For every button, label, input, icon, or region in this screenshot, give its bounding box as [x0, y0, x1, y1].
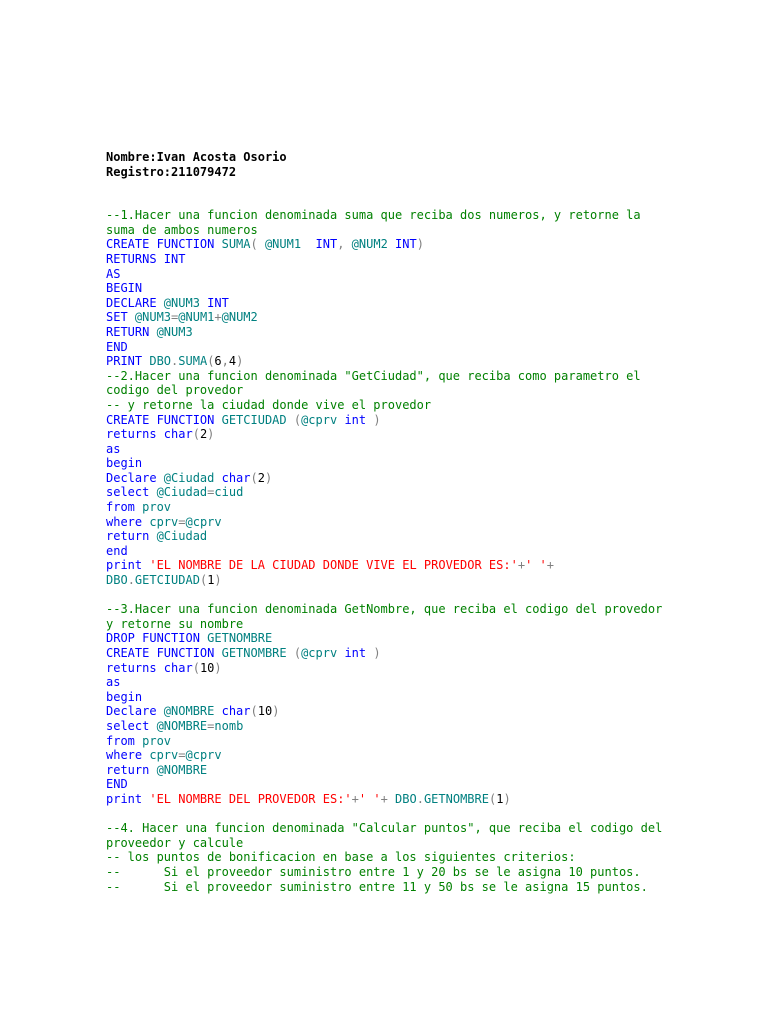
code-token: cprv	[149, 514, 179, 529]
code-token: INT	[207, 295, 229, 310]
code-line	[106, 573, 666, 588]
code-token: cprv	[149, 748, 179, 763]
code-line	[106, 296, 666, 311]
code-token: from	[106, 733, 143, 748]
code-token: )	[272, 704, 280, 719]
code-line	[106, 675, 666, 690]
code-token: prov	[142, 733, 172, 748]
code-line	[106, 456, 666, 471]
document-page	[106, 150, 670, 894]
code-token: GETCIUDAD	[221, 412, 294, 427]
code-token: returns char	[106, 660, 193, 675]
code-token: GETCIUDAD	[134, 573, 200, 588]
student-name: Nombre:Ivan Acosta Osorio	[106, 150, 287, 164]
code-line	[106, 208, 666, 237]
code-token: @cprv	[301, 412, 345, 427]
code-token: -- y retorne la ciudad donde vive el provedor	[106, 397, 432, 412]
code-token: GETNOMBRE	[207, 631, 273, 646]
code-token: --1.Hacer una funcion denominada suma que reciba dos numeros, y retorne la suma de ambos numeros	[106, 208, 648, 237]
section-spacer	[106, 807, 666, 822]
code-token: =	[207, 718, 215, 733]
code-token: select	[106, 485, 157, 500]
code-token: SET	[106, 310, 135, 325]
code-line	[106, 661, 666, 676]
code-token: =	[178, 748, 186, 763]
code-token: begin	[106, 456, 143, 471]
code-token: prov	[142, 500, 172, 515]
code-line	[106, 340, 666, 355]
code-token: +	[517, 558, 526, 573]
code-token: SUMA	[221, 237, 251, 252]
code-token: from	[106, 500, 143, 515]
code-token: char	[221, 470, 251, 485]
code-token: @Ciudad	[156, 485, 208, 500]
code-token: select	[106, 718, 157, 733]
code-token: int	[344, 412, 374, 427]
code-token: @NOMBRE	[156, 718, 208, 733]
code-token: (	[207, 354, 215, 369]
code-token: 2	[257, 470, 265, 485]
code-token: 2	[199, 427, 208, 442]
code-line	[106, 442, 666, 457]
code-token: 6	[214, 354, 222, 369]
code-token: 'EL NOMBRE DEL PROVEDOR ES:'	[149, 791, 352, 806]
code-line	[106, 777, 666, 792]
code-token: @NUM2	[351, 237, 396, 252]
code-token: CREATE FUNCTION	[106, 646, 222, 660]
code-token: where	[106, 514, 150, 529]
code-token: .	[416, 791, 424, 806]
code-token: @cprv	[301, 646, 345, 660]
code-line	[106, 631, 666, 646]
code-token: Declare	[106, 470, 164, 485]
code-line	[106, 792, 666, 807]
code-token: int	[344, 646, 374, 660]
code-token: @NUM2	[221, 310, 258, 325]
code-token: 10	[199, 660, 215, 675]
code-token: INT	[395, 237, 417, 252]
code-token: END	[106, 777, 128, 792]
code-token: DBO	[395, 791, 417, 806]
code-token: DBO	[106, 573, 128, 588]
code-line	[106, 880, 666, 895]
code-line	[106, 646, 666, 661]
code-token: +	[351, 791, 359, 806]
code-token: return	[106, 762, 157, 777]
code-token: -- Si el proveedor suministro entre 1 y 20 bs se le asigna 10 puntos.	[106, 864, 641, 879]
code-line	[106, 763, 666, 778]
code-token: @cprv	[185, 748, 222, 763]
header-spacer	[106, 179, 666, 208]
code-token: 'EL NOMBRE DE LA CIUDAD DONDE VIVE EL PROVEDOR ES:'	[149, 558, 518, 573]
code-token: )	[373, 412, 381, 427]
code-token: (	[250, 704, 258, 719]
code-token: CREATE FUNCTION	[106, 237, 222, 252]
code-token: -- Si el proveedor suministro entre 11 y 50 bs se le asigna 15 puntos.	[106, 879, 648, 894]
code-line	[106, 369, 666, 398]
code-token: DBO	[149, 354, 172, 369]
code-token: ' '	[525, 558, 547, 573]
code-token: )	[416, 237, 424, 252]
code-token: returns char	[106, 427, 193, 442]
code-token: (	[199, 573, 208, 588]
code-line	[106, 850, 666, 865]
code-token: ciud	[214, 485, 244, 500]
code-token: GETNOMBRE	[423, 791, 489, 806]
code-token: INT	[315, 237, 338, 252]
code-token: 1	[207, 573, 215, 588]
code-token: Declare	[106, 704, 164, 719]
code-token: nomb	[214, 718, 244, 733]
code-token: (	[250, 237, 265, 252]
code-token: char	[221, 704, 251, 719]
code-token: @NUM3	[163, 295, 208, 310]
code-line	[106, 544, 666, 559]
code-token: @cprv	[185, 514, 222, 529]
code-token: print	[106, 558, 150, 573]
code-line	[106, 719, 666, 734]
code-line	[106, 310, 666, 325]
code-token: DECLARE	[106, 295, 164, 310]
code-token: @Ciudad	[156, 529, 208, 544]
code-token: )	[207, 427, 215, 442]
code-line	[106, 865, 666, 880]
code-token: PRINT	[106, 354, 150, 369]
code-token: 10	[257, 704, 273, 719]
code-line	[106, 237, 666, 252]
code-line	[106, 267, 666, 282]
code-token: @NOMBRE	[163, 704, 222, 719]
section-spacer	[106, 588, 666, 603]
code-token: @NUM1	[264, 237, 316, 252]
code-token: (	[293, 412, 302, 427]
code-token: )	[236, 354, 244, 369]
code-line	[106, 252, 666, 267]
code-token: print	[106, 791, 150, 806]
code-token: (	[192, 427, 200, 442]
code-token: )	[503, 791, 511, 806]
code-line	[106, 354, 666, 369]
student-registro: Registro:211079472	[106, 164, 237, 179]
code-token: return	[106, 529, 157, 544]
code-line	[106, 602, 670, 631]
code-token: )	[373, 646, 381, 660]
code-token: END	[106, 339, 128, 354]
code-line	[106, 558, 666, 573]
code-token: 1	[496, 791, 504, 806]
code-line	[106, 485, 666, 500]
code-token: (	[192, 660, 200, 675]
code-token: CREATE FUNCTION	[106, 412, 222, 427]
code-line	[106, 690, 666, 705]
code-token: )	[214, 573, 222, 588]
code-token: (	[293, 646, 302, 660]
code-token: --3.Hacer una funcion denominada GetNombre, que reciba el codigo del provedor y retorne su nombre	[106, 602, 670, 631]
code-token: BEGIN	[106, 281, 143, 296]
code-token: --4. Hacer una funcion denominada "Calcular puntos", que reciba el codigo del proveedor y calcule	[106, 821, 670, 850]
code-token: GETNOMBRE	[221, 646, 294, 660]
student-info	[106, 150, 666, 179]
sql-code-block	[106, 208, 670, 894]
code-line	[106, 325, 666, 340]
code-token: RETURN	[106, 324, 157, 339]
code-token: +	[380, 791, 396, 806]
code-token: @Ciudad	[163, 470, 222, 485]
code-token: (	[250, 470, 258, 485]
code-token: )	[214, 660, 222, 675]
code-line	[106, 704, 666, 719]
code-token: +	[546, 558, 554, 573]
code-line	[106, 413, 666, 428]
code-token: RETURNS INT	[106, 251, 186, 266]
code-line	[106, 427, 666, 442]
code-token: SUMA	[178, 354, 208, 369]
code-token: DROP FUNCTION	[106, 631, 208, 646]
code-token: AS	[106, 266, 121, 281]
code-token: -- los puntos de bonificacion en base a los siguientes criterios:	[106, 850, 576, 865]
code-line	[106, 500, 666, 515]
code-token: .	[171, 354, 179, 369]
code-token: --2.Hacer una funcion denominada "GetCiudad", que reciba como parametro el codigo del provedor	[106, 368, 648, 398]
code-line	[106, 748, 666, 763]
code-line	[106, 471, 666, 486]
code-token: .	[127, 573, 135, 588]
code-token: 4	[228, 354, 237, 369]
code-token: as	[106, 441, 121, 456]
code-token: ,	[337, 237, 352, 252]
code-token: =	[178, 514, 186, 529]
code-token: +	[214, 310, 222, 325]
code-line	[106, 515, 666, 530]
code-token: (	[488, 791, 497, 806]
code-line	[106, 821, 670, 850]
code-line	[106, 734, 666, 749]
code-line	[106, 529, 666, 544]
code-token: end	[106, 543, 128, 558]
code-line	[106, 281, 666, 296]
code-token: @NUM1	[178, 310, 215, 325]
code-token: @NUM3	[134, 310, 172, 325]
code-token: begin	[106, 689, 143, 704]
code-token: where	[106, 748, 150, 763]
code-token: )	[264, 470, 273, 485]
code-token: @NOMBRE	[156, 762, 208, 777]
code-token: as	[106, 675, 121, 690]
code-line	[106, 398, 666, 413]
code-token: ' '	[358, 791, 381, 806]
code-token: =	[171, 310, 179, 325]
code-token: @NUM3	[156, 324, 193, 339]
code-token: =	[207, 485, 215, 500]
code-token: ,	[221, 354, 229, 369]
